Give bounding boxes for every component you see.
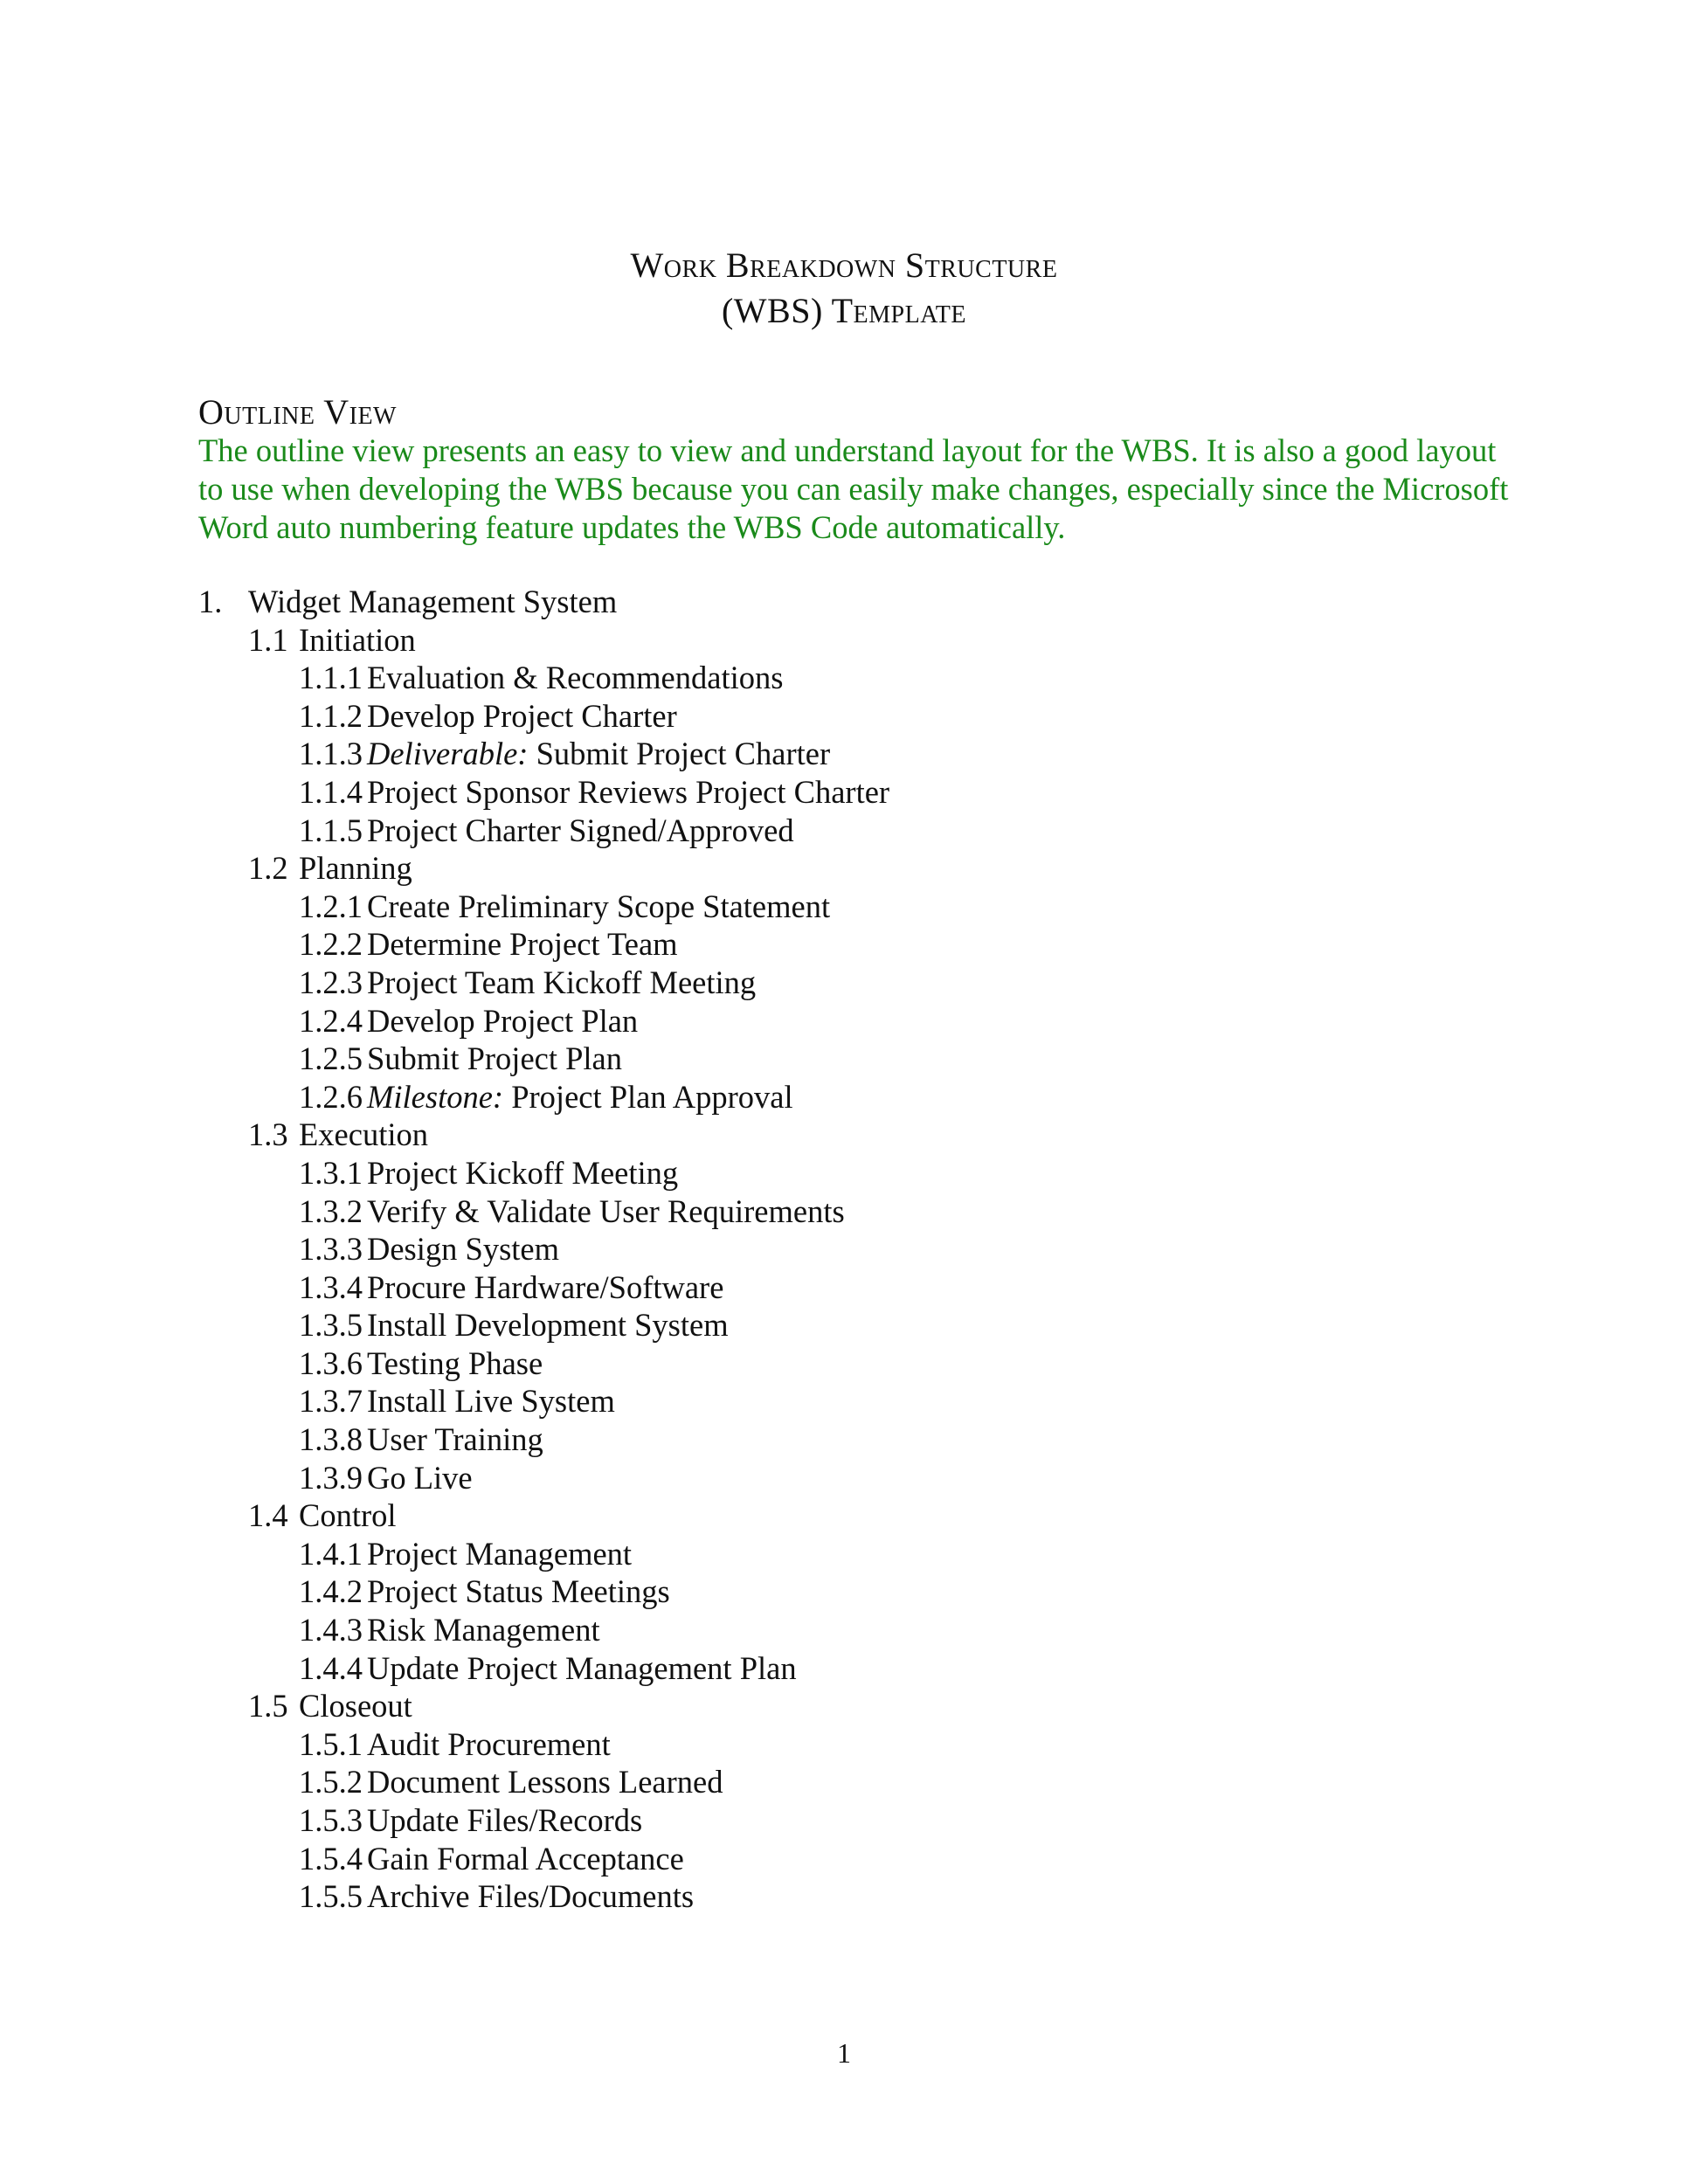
section-heading: Outline View (198, 392, 397, 432)
wbs-label: Widget Management System (248, 584, 618, 619)
wbs-label: Archive Files/Documents (367, 1878, 695, 1915)
wbs-label: Initiation (299, 621, 416, 658)
wbs-task-text (367, 888, 830, 926)
wbs-label: Project Sponsor Reviews Project Charter (367, 773, 890, 810)
wbs-task-tag: Milestone: (367, 1078, 504, 1115)
wbs-label: Determine Project Team (367, 926, 678, 963)
wbs-label: Project Status Meetings (367, 1573, 670, 1610)
wbs-task-text (367, 1382, 615, 1420)
wbs-code: 1.1.2 (299, 697, 363, 734)
wbs-code: 1.2.4 (299, 1002, 363, 1039)
wbs-code: 1.5.5 (299, 1878, 363, 1915)
wbs-code: 1.5 (248, 1688, 288, 1724)
wbs-code: 1.4.3 (299, 1612, 363, 1648)
wbs-task-text (367, 1306, 729, 1344)
outline-task-item (0, 1420, 1688, 1459)
wbs-label: Closeout (299, 1688, 412, 1724)
wbs-task-text (367, 1840, 684, 1878)
outline-task-item (0, 1382, 1688, 1420)
wbs-code: 1.2.3 (299, 964, 363, 1000)
wbs-code: 1.1.5 (299, 812, 363, 848)
wbs-code: 1.1.3 (299, 736, 363, 772)
title-line-2: (WBS) Template (721, 291, 967, 330)
wbs-code: 1.5.4 (299, 1840, 363, 1876)
wbs-code: 1.1 (248, 621, 288, 658)
wbs-task-text (367, 773, 889, 812)
wbs-label: Procure Hardware/Software (367, 1268, 724, 1305)
wbs-task-text (367, 1040, 622, 1078)
wbs-task-text (367, 1877, 694, 1916)
wbs-label: Planning (299, 850, 412, 887)
wbs-label: Update Files/Records (367, 1802, 643, 1838)
wbs-label: Project Team Kickoff Meeting (367, 964, 757, 1000)
wbs-code: 1.2.6 (299, 1078, 363, 1115)
wbs-task-text (367, 1459, 473, 1497)
wbs-label: Submit Project Plan (367, 1040, 622, 1077)
wbs-code: 1.2.1 (299, 888, 363, 924)
wbs-label: Risk Management (367, 1612, 600, 1648)
outline-task-item (0, 964, 1688, 1002)
intro-paragraph: The outline view presents an easy to view and understand layout for the WBS. It is also a good layout to use when developing the WBS because you can easily make changes, especially since the Microsoft Word auto numbering feature updates the WBS Code automatically. (198, 432, 1509, 545)
wbs-label: Document Lessons Learned (367, 1764, 723, 1800)
outline-phase-item (0, 849, 1688, 888)
outline-task-item (0, 735, 1688, 773)
wbs-task-text (367, 1268, 723, 1307)
wbs-task-text (367, 697, 677, 736)
wbs-outline (0, 583, 1688, 1916)
outline-root-item (0, 583, 1688, 621)
wbs-task-text (367, 1002, 638, 1040)
outline-task-item (0, 1611, 1688, 1649)
outline-task-item (0, 1154, 1688, 1192)
wbs-label: Testing Phase (367, 1344, 543, 1381)
wbs-label: Develop Project Charter (367, 697, 677, 734)
outline-task-item (0, 1840, 1688, 1878)
outline-task-item (0, 1649, 1688, 1688)
wbs-task-tag: Deliverable: (367, 736, 529, 772)
outline-phase-item (0, 1496, 1688, 1535)
wbs-code: 1.4 (248, 1497, 288, 1534)
wbs-code: 1.5.1 (299, 1725, 363, 1762)
outline-task-item (0, 1459, 1688, 1497)
outline-task-item (0, 1192, 1688, 1231)
wbs-code: 1. (198, 584, 223, 619)
wbs-task-text (367, 1649, 797, 1688)
outline-phase-item (0, 1116, 1688, 1154)
wbs-code: 1.3.9 (299, 1459, 363, 1496)
wbs-code: 1.3 (248, 1116, 288, 1153)
outline-task-item (0, 1763, 1688, 1801)
wbs-label: Gain Formal Acceptance (367, 1840, 684, 1876)
wbs-label: Install Live System (367, 1383, 615, 1420)
wbs-code: 1.4.1 (299, 1535, 363, 1572)
wbs-code: 1.5.3 (299, 1802, 363, 1838)
title-line-1: Work Breakdown Structure (630, 245, 1058, 285)
outline-task-item (0, 1002, 1688, 1040)
wbs-code: 1.4.2 (299, 1573, 363, 1610)
wbs-task-text (367, 1763, 723, 1801)
document-title (0, 243, 1688, 334)
wbs-label: Project Plan Approval (503, 1078, 793, 1115)
wbs-label: Update Project Management Plan (367, 1649, 797, 1686)
wbs-code: 1.3.7 (299, 1383, 363, 1420)
wbs-label: Audit Procurement (367, 1725, 611, 1762)
wbs-task-text (367, 812, 794, 850)
outline-task-item (0, 925, 1688, 964)
wbs-task-text (367, 1078, 793, 1116)
wbs-code: 1.3.3 (299, 1231, 363, 1268)
outline-task-item (0, 1306, 1688, 1344)
outline-task-item (0, 1877, 1688, 1916)
wbs-task-text (367, 1535, 632, 1573)
outline-task-item (0, 1801, 1688, 1840)
outline-phase-item (0, 1687, 1688, 1725)
outline-phase-item (0, 621, 1688, 660)
wbs-code: 1.4.4 (299, 1649, 363, 1686)
wbs-task-text (367, 1230, 559, 1268)
outline-task-item (0, 773, 1688, 812)
wbs-code: 1.5.2 (299, 1764, 363, 1800)
wbs-label: Create Preliminary Scope Statement (367, 888, 831, 924)
wbs-code: 1.3.2 (299, 1192, 363, 1229)
wbs-task-text (367, 1344, 543, 1383)
wbs-task-text (367, 1801, 642, 1840)
wbs-label: Project Management (367, 1535, 633, 1572)
outline-task-item (0, 697, 1688, 736)
wbs-task-text (367, 1192, 845, 1231)
wbs-task-text (367, 925, 678, 964)
wbs-task-text (367, 1572, 670, 1611)
wbs-code: 1.3.4 (299, 1268, 363, 1305)
wbs-label: Control (299, 1497, 397, 1534)
outline-task-item (0, 888, 1688, 926)
wbs-task-text (367, 735, 830, 773)
wbs-code: 1.3.1 (299, 1154, 363, 1191)
wbs-label: Design System (367, 1231, 560, 1268)
outline-task-item (0, 1078, 1688, 1116)
wbs-label: Submit Project Charter (528, 736, 831, 772)
outline-task-item (0, 1268, 1688, 1307)
wbs-code: 1.3.5 (299, 1307, 363, 1344)
outline-task-item (0, 1725, 1688, 1764)
page-number: 1 (837, 2037, 851, 2069)
wbs-label: Project Charter Signed/Approved (367, 812, 794, 848)
outline-task-item (0, 812, 1688, 850)
wbs-task-text (367, 964, 756, 1002)
wbs-label: Go Live (367, 1459, 473, 1496)
wbs-task-text (367, 1725, 611, 1764)
wbs-label: Evaluation & Recommendations (367, 660, 784, 696)
outline-task-item (0, 1040, 1688, 1078)
wbs-task-text (367, 659, 783, 697)
wbs-code: 1.1.4 (299, 773, 363, 810)
wbs-code: 1.2.5 (299, 1040, 363, 1077)
wbs-label: Execution (299, 1116, 428, 1153)
wbs-code: 1.1.1 (299, 660, 363, 696)
wbs-label: Verify & Validate User Requirements (367, 1192, 845, 1229)
wbs-task-text (367, 1611, 600, 1649)
wbs-label: Install Development System (367, 1307, 729, 1344)
wbs-code: 1.3.8 (299, 1421, 363, 1458)
outline-task-item (0, 1230, 1688, 1268)
wbs-label: User Training (367, 1421, 543, 1458)
wbs-code: 1.2 (248, 850, 288, 887)
outline-task-item (0, 1535, 1688, 1573)
outline-task-item (0, 1344, 1688, 1383)
outline-task-item (0, 659, 1688, 697)
wbs-label: Develop Project Plan (367, 1002, 639, 1039)
wbs-task-text (367, 1154, 678, 1192)
wbs-code: 1.2.2 (299, 926, 363, 963)
wbs-label: Project Kickoff Meeting (367, 1154, 679, 1191)
wbs-task-text (367, 1420, 543, 1459)
wbs-code: 1.3.6 (299, 1344, 363, 1381)
outline-task-item (0, 1572, 1688, 1611)
